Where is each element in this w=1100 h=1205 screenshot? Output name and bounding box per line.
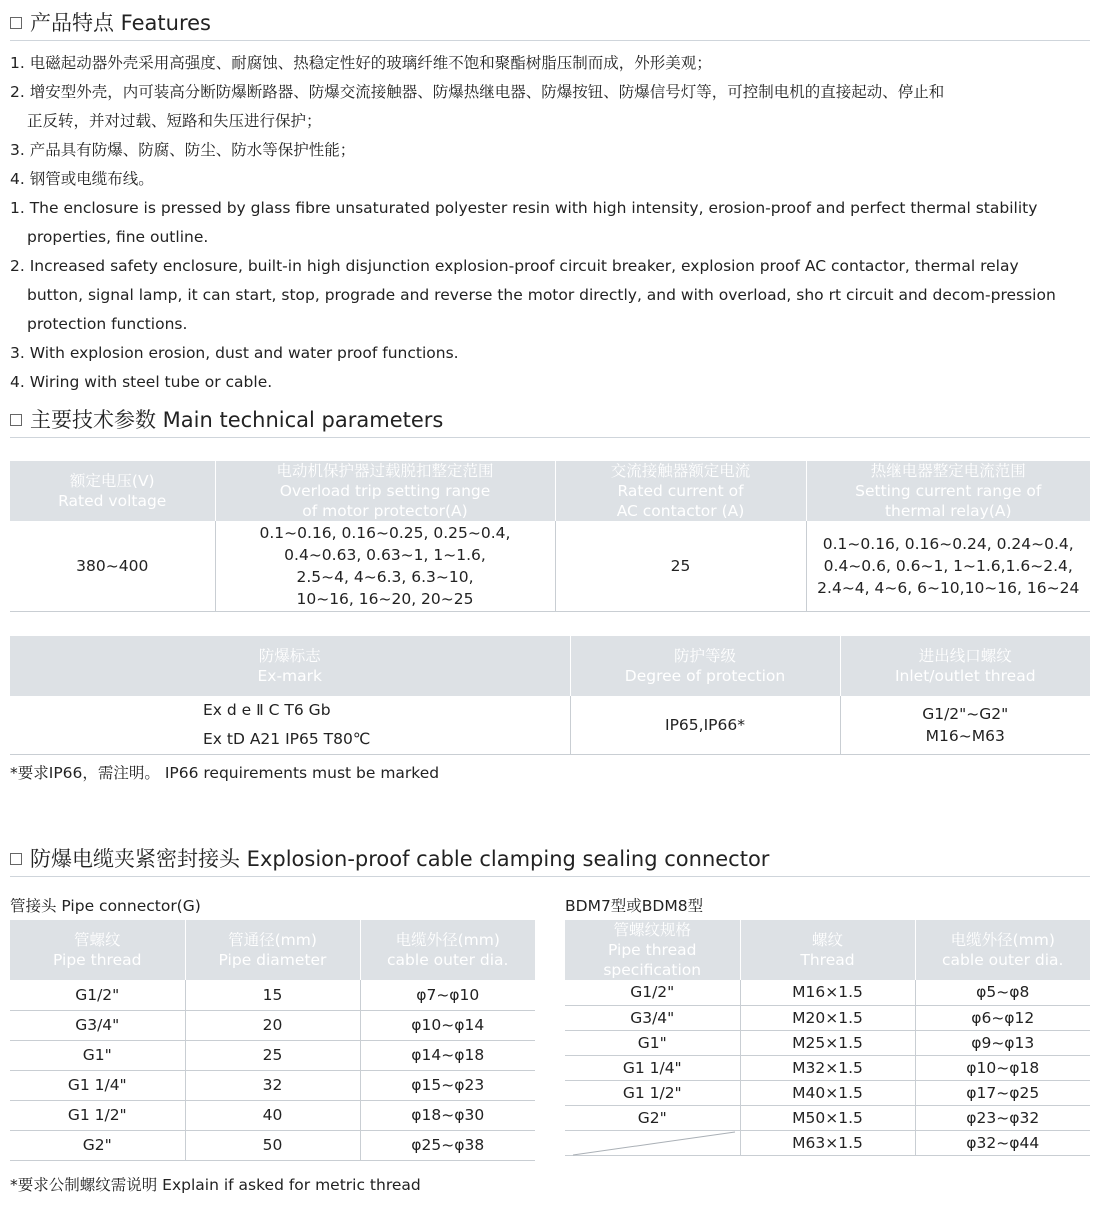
bdm-title: BDM7型或BDM8型: [565, 897, 704, 915]
cell-cable: φ23~φ32: [915, 1105, 1090, 1130]
cell-thread: G1/2": [10, 980, 185, 1010]
connector-heading-text: 防爆电缆夹紧密封接头 Explosion-proof cable clamping sealing connector: [30, 847, 770, 871]
square-bullet-icon: [10, 853, 22, 865]
cell-thread: G1/2"~G2" M16~M63: [840, 696, 1090, 755]
cell-diameter: 25: [185, 1040, 360, 1070]
cell-overload: 0.1~0.16, 0.16~0.25, 0.25~0.4, 0.4~0.63, 0.63~1, 1~1.6, 2.5~4, 4~6.3, 6.3~10, 10~16, 16~20, 20~25: [215, 521, 555, 611]
cell-metric: M40×1.5: [740, 1080, 915, 1105]
cell-metric: M63×1.5: [740, 1130, 915, 1155]
feature-cn-3: 3. 产品具有防爆、防腐、防尘、防水等保护性能；: [10, 141, 356, 159]
feature-cn-4: 4. 钢管或电缆布线。: [10, 170, 154, 188]
header-rated-voltage: 额定电压(V) Rated voltage: [10, 461, 215, 521]
cell-thread-spec: G1 1/4": [565, 1055, 740, 1080]
cell-ex-mark: Ex d e Ⅱ C T6 Gb Ex tD A21 IP65 T80℃: [10, 696, 570, 755]
table-row: [10, 1100, 535, 1130]
cell-diameter: 40: [185, 1100, 360, 1130]
cell-thread: G1": [10, 1040, 185, 1070]
cell-diameter: 20: [185, 1010, 360, 1040]
cell-cable: φ6~φ12: [915, 1005, 1090, 1030]
cell-thread: G1 1/2": [10, 1100, 185, 1130]
feature-en-4: 4. Wiring with steel tube or cable.: [10, 373, 273, 391]
feature-en-2-cont2: protection functions.: [27, 315, 188, 333]
header-pipe-diameter: 管通径(mm) Pipe diameter: [185, 920, 360, 980]
metric-thread-note: *要求公制螺纹需说明 Explain if asked for metric thread: [10, 1176, 421, 1194]
table-row: [565, 1030, 1090, 1055]
cell-cable: φ9~φ13: [915, 1030, 1090, 1055]
header-relay-range: 热继电器整定电流范围 Setting current range of thermal relay(A): [806, 461, 1090, 521]
feature-cn-2: 2. 增安型外壳，内可装高分断防爆断路器、防爆交流接触器、防爆热继电器、防爆按钮、防爆信号灯等，可控制电机的直接起动、停止和: [10, 83, 945, 101]
cell-metric: M20×1.5: [740, 1005, 915, 1030]
cell-diameter: 32: [185, 1070, 360, 1100]
cell-thread-spec: G1": [565, 1030, 740, 1055]
square-bullet-icon: [10, 414, 22, 426]
cell-thread-spec: G1/2": [565, 980, 740, 1005]
table-row: [10, 1010, 535, 1040]
header-thread: 进出线口螺纹 Inlet/outlet thread: [840, 636, 1090, 696]
table-row: [565, 1080, 1090, 1105]
features-heading-text: 产品特点 Features: [30, 11, 211, 35]
cell-thread: G2": [10, 1130, 185, 1160]
table-row: [565, 1105, 1090, 1130]
square-bullet-icon: [10, 17, 22, 29]
cell-diameter: 50: [185, 1130, 360, 1160]
cell-thread-spec: G3/4": [565, 1005, 740, 1030]
cell-metric: M32×1.5: [740, 1055, 915, 1080]
header-protection: 防护等级 Degree of protection: [570, 636, 840, 696]
cell-protection: IP65,IP66*: [570, 696, 840, 755]
cell-thread: G3/4": [10, 1010, 185, 1040]
table-row: [565, 1055, 1090, 1080]
features-heading: [10, 4, 1090, 41]
cell-cable: φ7~φ10: [360, 980, 535, 1010]
params-heading-text: 主要技术参数 Main technical parameters: [30, 407, 444, 432]
pipe-connector-table: [10, 920, 535, 1161]
header-metric-thread: 螺纹 Thread: [740, 920, 915, 980]
feature-en-1: 1. The enclosure is pressed by glass fibre unsaturated polyester resin with high intensity, erosion-proof and perfect thermal stability: [10, 199, 1038, 217]
table-row: [565, 1005, 1090, 1030]
cell-metric: M50×1.5: [740, 1105, 915, 1130]
feature-en-2-cont: button, signal lamp, it can start, stop, prograde and reverse the motor directly, and with overload, sho rt circuit and decom-pression: [27, 286, 1056, 304]
feature-cn-2-cont: 正反转，并对过载、短路和失压进行保护；: [27, 112, 322, 130]
ip66-note: *要求IP66，需注明。 IP66 requirements must be marked: [10, 764, 440, 782]
cell-cable: φ32~φ44: [915, 1130, 1090, 1155]
header-thread-spec: 管螺纹规格 Pipe thread specification: [565, 920, 740, 980]
cell-thread-spec: G2": [565, 1105, 740, 1130]
cell-thread: G1 1/4": [10, 1070, 185, 1100]
cell-metric: M16×1.5: [740, 980, 915, 1005]
feature-en-1-cont: properties, fine outline.: [27, 228, 209, 246]
table-row: [565, 980, 1090, 1005]
header-ex-mark: 防爆标志 Ex-mark: [10, 636, 570, 696]
cell-contactor: 25: [555, 521, 806, 611]
cell-cable: φ5~φ8: [915, 980, 1090, 1005]
cell-cable: φ10~φ18: [915, 1055, 1090, 1080]
header-cable-dia: 电缆外径(mm) cable outer dia.: [360, 920, 535, 980]
cell-cable: φ25~φ38: [360, 1130, 535, 1160]
feature-cn-1: 1. 电磁起动器外壳采用高强度、耐腐蚀、热稳定性好的玻璃纤维不饱和聚酯树脂压制而成，外形美观；: [10, 54, 712, 72]
cell-cable: φ15~φ23: [360, 1070, 535, 1100]
header-contactor-current: 交流接触器额定电流 Rated current of AC contactor (A): [555, 461, 806, 521]
diagonal-line-icon: [565, 1131, 739, 1156]
header-overload-range: 电动机保护器过载脱扣整定范围 Overload trip setting range of motor protector(A): [215, 461, 555, 521]
table-row: [10, 980, 535, 1010]
pipe-connector-title: 管接头 Pipe connector(G): [10, 897, 201, 915]
params-table-1: [10, 461, 1090, 612]
params-table-2: [10, 636, 1090, 755]
features-list: [10, 49, 1090, 397]
cell-empty-diagonal: [565, 1130, 740, 1155]
header-pipe-thread: 管螺纹 Pipe thread: [10, 920, 185, 980]
cell-relay: 0.1~0.16, 0.16~0.24, 0.24~0.4, 0.4~0.6, 0.6~1, 1~1.6,1.6~2.4, 2.4~4, 4~6, 6~10,10~16, 16~24: [806, 521, 1090, 611]
cell-metric: M25×1.5: [740, 1030, 915, 1055]
table-row: [565, 1130, 1090, 1155]
params-heading: [10, 400, 1090, 438]
cell-cable: φ10~φ14: [360, 1010, 535, 1040]
cell-diameter: 15: [185, 980, 360, 1010]
cell-cable: φ18~φ30: [360, 1100, 535, 1130]
table-row: [10, 1130, 535, 1160]
cell-cable: φ17~φ25: [915, 1080, 1090, 1105]
cell-voltage: 380~400: [10, 521, 215, 611]
cell-cable: φ14~φ18: [360, 1040, 535, 1070]
bdm-table: [565, 920, 1090, 1156]
feature-en-3: 3. With explosion erosion, dust and water proof functions.: [10, 344, 459, 362]
table-row: [10, 1070, 535, 1100]
feature-en-2: 2. Increased safety enclosure, built-in high disjunction explosion-proof circuit breaker, explosion proof AC contactor, thermal relay: [10, 257, 1019, 275]
connector-heading: [10, 840, 1090, 877]
cell-thread-spec: G1 1/2": [565, 1080, 740, 1105]
table-row: [10, 1040, 535, 1070]
header-cable-dia: 电缆外径(mm) cable outer dia.: [915, 920, 1090, 980]
